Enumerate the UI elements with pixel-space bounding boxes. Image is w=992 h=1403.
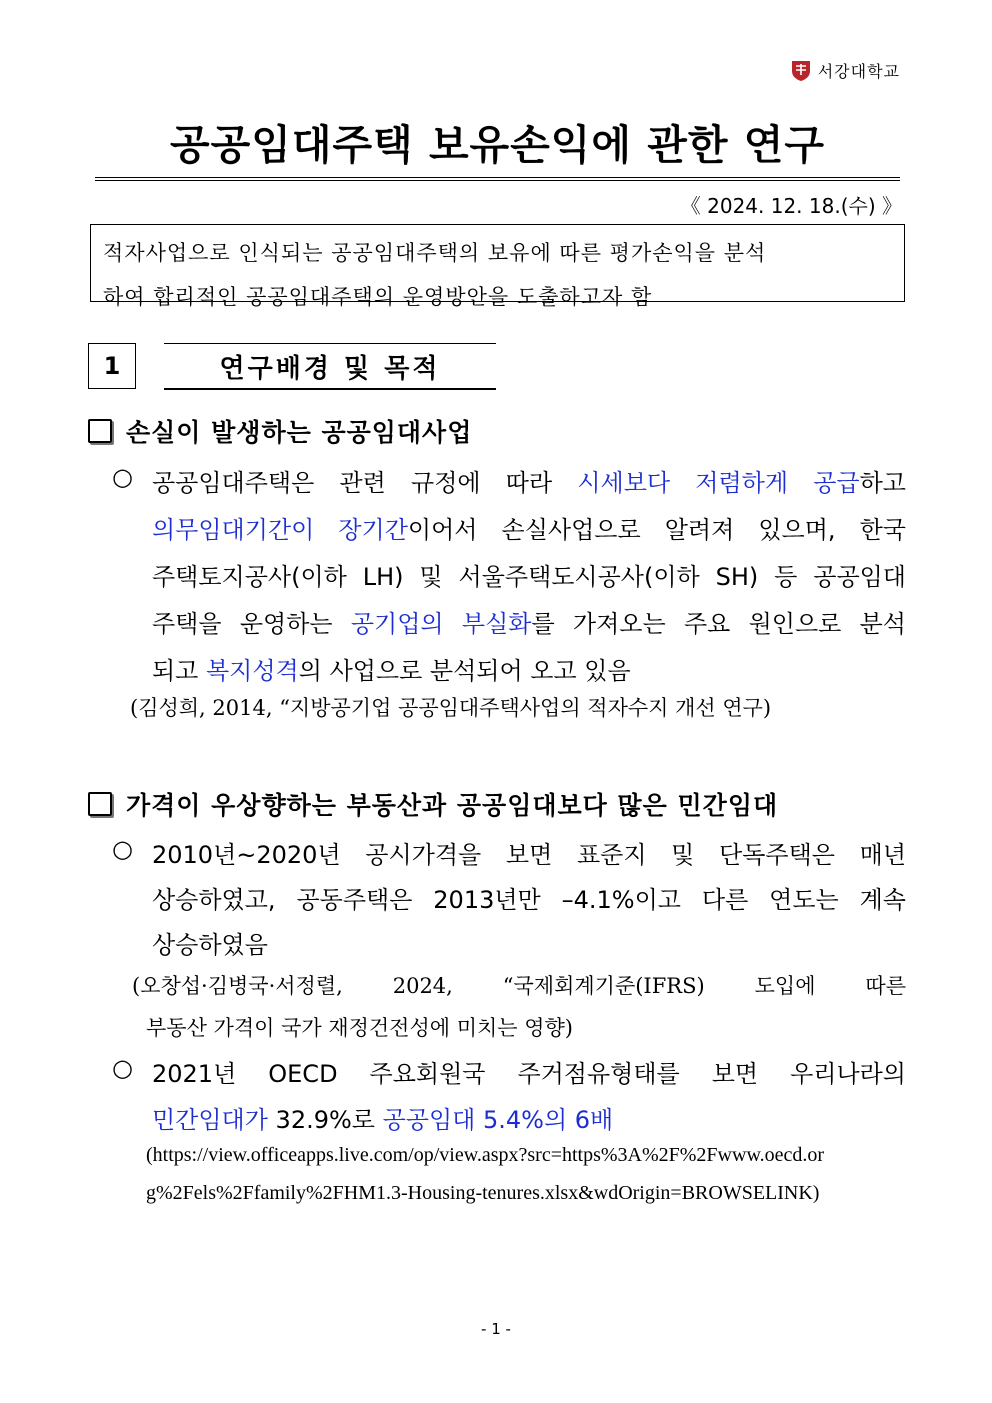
source-url[interactable]: g%2Fels%2Ffamily%2FHM1.3-Housing-tenures.xlsx&wdOrigin=BROWSELINK) (146, 1182, 820, 1204)
bullet-line: 2021년 OECD 주요회원국 주거점유형태를 보면 우리나라의 (152, 1060, 906, 1088)
summary-line: 하여 합리적인 공공임대주택의 운영방안을 도출하고자 함 (103, 285, 653, 309)
checkbox-square-icon (88, 419, 112, 443)
logo-text: 서강대학교 (817, 61, 900, 81)
subheading-losses (88, 413, 472, 449)
bullet-line: 상승하였음 (152, 931, 268, 959)
text-run: 의 사업으로 분석되어 오고 있음 (298, 657, 631, 685)
section-title: 연구배경 및 목적 (164, 343, 496, 390)
page-number: - 1 - (481, 1320, 511, 1338)
university-logo (790, 58, 900, 82)
section-number: 1 (88, 343, 136, 389)
citation: (김성희, 2014, “지방공기업 공공임대주택사업의 적자수지 개선 연구) (130, 696, 772, 720)
bullet-line (152, 1100, 906, 1135)
bullet-line (152, 463, 906, 498)
highlight-text: 복지성격 (206, 657, 299, 685)
summary-box (90, 224, 905, 309)
text-run: 주택을 운영하는 (152, 610, 351, 638)
circle-bullet-icon: ○ (112, 835, 133, 863)
circle-bullet-icon: ○ (112, 463, 133, 491)
summary-line: 적자사업으로 인식되는 공공임대주택의 보유에 따른 평가손익을 분석 (103, 241, 767, 265)
subheading-prices (88, 786, 778, 822)
bullet-line (152, 604, 906, 639)
highlight-text: 공기업의 부실화 (350, 610, 532, 638)
text-run: 공공임대주택은 관련 규정에 따라 (152, 469, 578, 497)
bullet-line: 2010년~2020년 공시가격을 보면 표준지 및 단독주택은 매년 (152, 841, 906, 869)
highlight-text: 공공임대 5.4%의 6배 (382, 1106, 614, 1134)
text-run: 이어서 손실사업으로 알려져 있으며, 한국 (407, 516, 906, 544)
circle-bullet-icon: ○ (112, 1054, 133, 1082)
text-run: 를 가져오는 주요 원인으로 분석 (531, 610, 906, 638)
checkbox-square-icon (88, 792, 112, 816)
bullet-line (152, 651, 906, 686)
highlight-text: 민간임대가 (152, 1106, 268, 1134)
source-url[interactable]: (https://view.officeapps.live.com/op/view.aspx?src=https%3A%2F%2Fwww.oecd.or (146, 1144, 824, 1166)
page-title: 공공임대주택 보유손익에 관한 연구 (95, 112, 900, 181)
bullet-line (152, 510, 906, 545)
university-emblem-icon (790, 58, 812, 82)
bullet-line: 주택토지공사(이하 LH) 및 서울주택도시공사(이하 SH) 등 공공임대 (152, 563, 906, 591)
subheading-text: 가격이 우상향하는 부동산과 공공임대보다 많은 민간임대 (126, 791, 779, 820)
report-date: 《 2024. 12. 18.(수) 》 (680, 194, 902, 218)
bullet-line: 상승하였고, 공동주택은 2013년만 –4.1%이고 다른 연도는 계속 (152, 886, 906, 914)
citation: (오창섭·김병국·서정렬, 2024, “국제회계기준(IFRS) 도입에 따른 (132, 974, 906, 998)
text-run: 32.9%로 (267, 1106, 383, 1134)
citation: 부동산 가격이 국가 재정건전성에 미치는 영향) (146, 1016, 574, 1040)
text-run: 되고 (152, 657, 206, 685)
highlight-text: 시세보다 저렴하게 공급 (577, 469, 860, 497)
subheading-text: 손실이 발생하는 공공임대사업 (126, 418, 473, 447)
text-run: 하고 (859, 469, 906, 497)
highlight-text: 의무임대기간이 장기간 (152, 516, 408, 544)
